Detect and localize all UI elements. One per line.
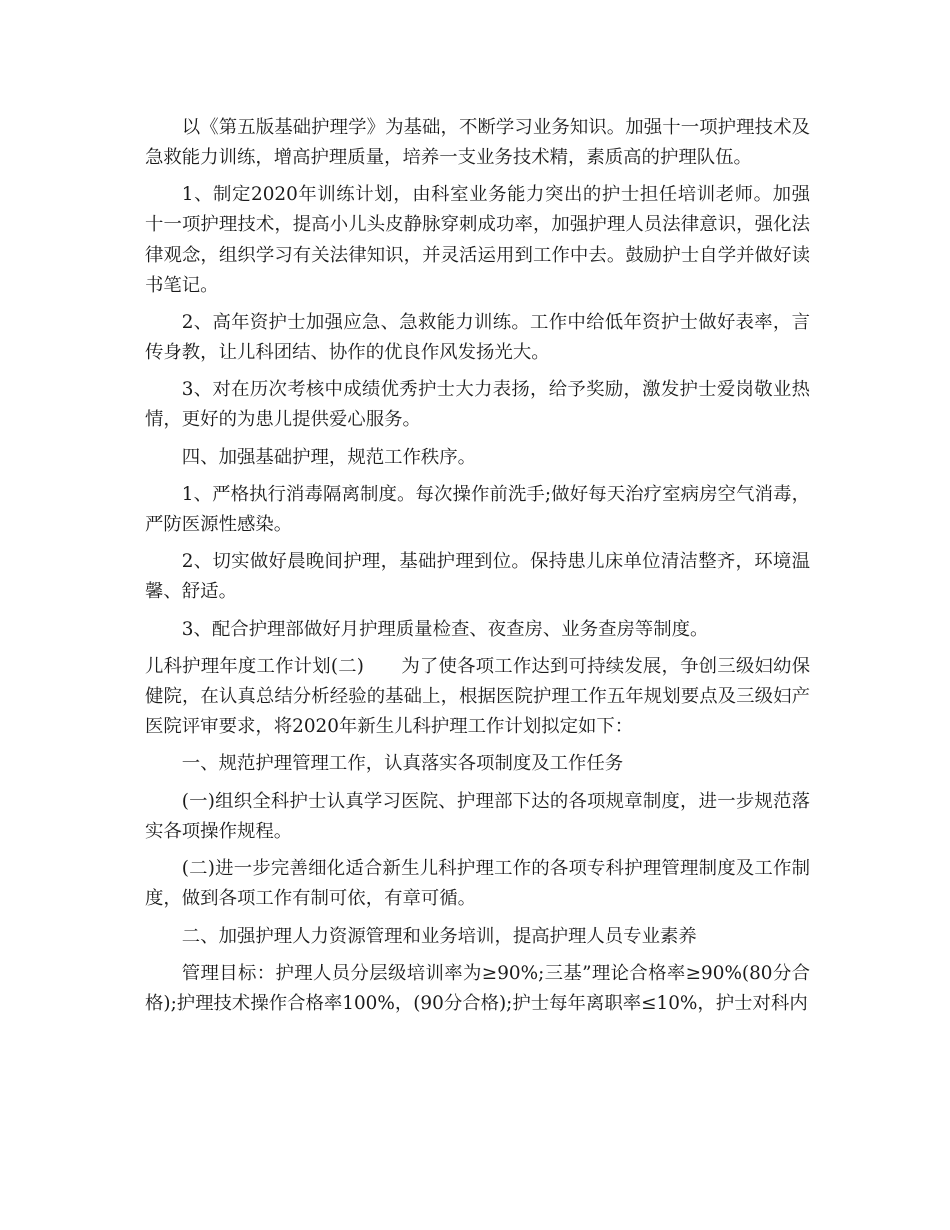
paragraph-sub-2: (二)进一步完善细化适合新生儿科护理工作的各项专科护理管理制度及工作制度，做到各项工作有制可依，有章可循。 — [145, 858, 810, 910]
document-page — [145, 113, 810, 1026]
paragraph-management-goals: 管理目标：护理人员分层级培训率为≥90%;三基”理论合格率≥90%(80分合格);护理技术操作合格率100%，(90分合格);护士每年离职率≤10%，护士对科内 — [145, 962, 810, 1014]
paragraph-item-3: 3、对在历次考核中成绩优秀护士大力表扬，给予奖励，激发护士爱岗敬业热情，更好的为患儿提供爱心服务。 — [145, 379, 810, 431]
plan-two-intro: 儿科护理年度工作计划(二) 为了使各项工作达到可持续发展，争创三级妇幼保健院，在认真总结分析经验的基础上，根据医院护理工作五年规划要点及三级妇产医院评审要求，将2020年新生儿科护理工作计划拟定如下： — [145, 656, 810, 738]
paragraph-item-1: 1、制定2020年训练计划，由科室业务能力突出的护士担任培训老师。加强十一项护理技术，提高小儿头皮静脉穿刺成功率，加强护理人员法律意识，强化法律观念，组织学习有关法律知识，并灵活运用到工作中去。鼓励护士自学并做好读书笔记。 — [145, 184, 810, 296]
paragraph-item-4-1: 1、严格执行消毒隔离制度。每次操作前洗手;做好每天治疗室病房空气消毒，严防医源性感染。 — [145, 483, 810, 536]
section-heading-2: 二、加强护理人力资源管理和业务培训，提高护理人员专业素养 — [181, 925, 697, 947]
paragraph-sub-1: (一)组织全科护士认真学习医院、护理部下达的各项规章制度，进一步规范落实各项操作规程。 — [145, 790, 810, 842]
paragraph-item-2: 2、高年资护士加强应急、急救能力训练。工作中给低年资护士做好表率，言传身教，让儿科团结、协作的优良作风发扬光大。 — [145, 311, 810, 364]
section-heading-4: 四、加强基础护理，规范工作秩序。 — [181, 446, 477, 468]
paragraph-item-4-2: 2、切实做好晨晚间护理，基础护理到位。保持患儿床单位清洁整齐，环境温馨、舒适。 — [145, 551, 810, 603]
paragraph-intro: 以《第五版基础护理学》为基础，不断学习业务知识。加强十一项护理技术及急救能力训练，增高护理质量，培养一支业务技术精，素质高的护理队伍。 — [145, 117, 810, 169]
section-heading-1: 一、规范护理管理工作，认真落实各项制度及工作任务 — [181, 753, 624, 775]
paragraph-item-4-3: 3、配合护理部做好月护理质量检查、夜查房、业务查房等制度。 — [181, 618, 709, 640]
